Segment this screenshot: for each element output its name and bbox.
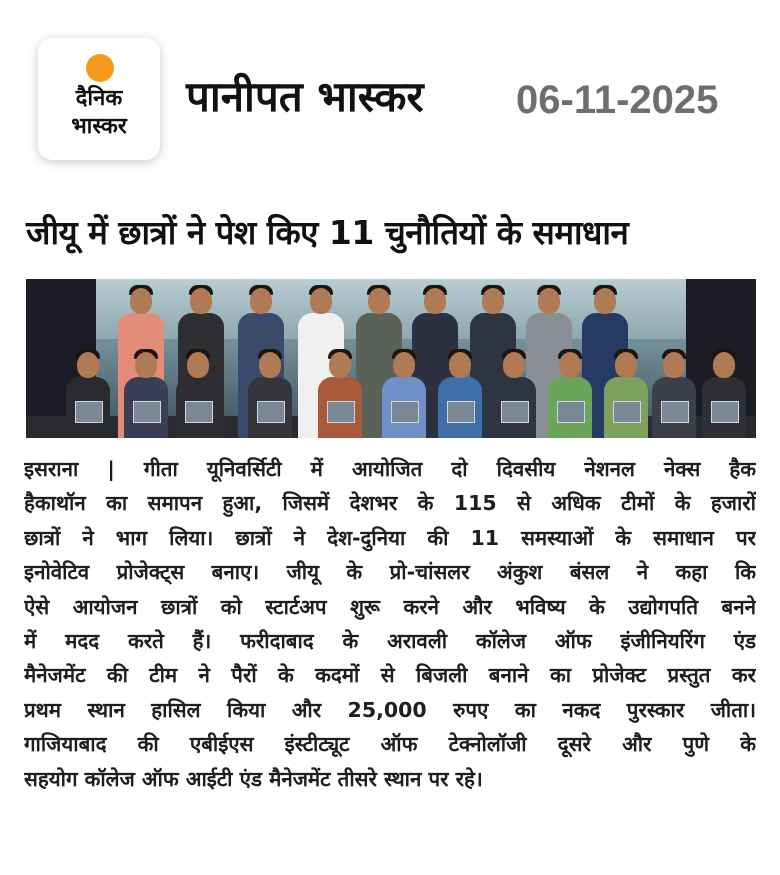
person-head xyxy=(663,352,685,378)
article-line: हैकाथॉन का समापन हुआ, जिसमें देशभर के 115 से अधिक टीमों के हजारों xyxy=(24,491,756,516)
person-head xyxy=(615,352,637,378)
person-head xyxy=(310,288,332,314)
article-headline: जीयू में छात्रों ने पेश किए 11 चुनौतियों के समाधान xyxy=(26,213,629,252)
article-line: प्रथम स्थान हासिल किया और 25,000 रुपए का नकद पुरस्कार जीता। xyxy=(24,697,756,722)
person-head xyxy=(259,352,281,378)
person-head xyxy=(503,352,525,378)
person-head xyxy=(482,288,504,314)
article-line: इसराना | गीता यूनिवर्सिटी में आयोजित दो दिवसीय नेशनल नेक्स हैक xyxy=(24,457,756,481)
person-head xyxy=(329,352,351,378)
person-head xyxy=(130,288,152,314)
certificate-folder xyxy=(391,401,419,423)
article-line: सहयोग कॉलेज ऑफ आईटी एंड मैनेजमेंट तीसरे स्थान पर रहे। xyxy=(24,766,483,791)
person-head xyxy=(77,352,99,378)
person-head xyxy=(250,288,272,314)
person-head xyxy=(135,352,157,378)
article-line: गाजियाबाद की एबीईएस इंस्टीट्यूट ऑफ टेक्नोलॉजी दूसरे और पुणे के xyxy=(24,732,756,757)
article-line: ऐसे आयोजन छात्रों को स्टार्टअप शुरू करने और भविष्य के उद्योगपति बनने xyxy=(24,594,756,619)
certificate-folder xyxy=(711,401,739,423)
certificate-folder xyxy=(257,401,285,423)
article-line: इनोवेटिव प्रोजेक्ट्स बनाए। जीयू के प्रो-चांसलर अंकुश बंसल ने कहा कि xyxy=(24,560,756,585)
article-line: छात्रों ने भाग लिया। छात्रों ने देश-दुनिया की 11 समस्याओं के समाधान पर xyxy=(24,525,756,550)
person-head xyxy=(449,352,471,378)
person-head xyxy=(713,352,735,378)
group-photo-image xyxy=(26,279,756,438)
certificate-folder xyxy=(613,401,641,423)
person-head xyxy=(190,288,212,314)
certificate-folder xyxy=(501,401,529,423)
person-head xyxy=(538,288,560,314)
logo-text-line1: दैनिक xyxy=(75,86,123,111)
certificate-folder xyxy=(185,401,213,423)
sun-logo-icon xyxy=(86,54,114,82)
certificate-folder xyxy=(133,401,161,423)
certificate-folder xyxy=(327,401,355,423)
person-head xyxy=(594,288,616,314)
person-head xyxy=(424,288,446,314)
edition-date: 06-11-2025 xyxy=(516,78,719,122)
certificate-folder xyxy=(661,401,689,423)
person-head xyxy=(368,288,390,314)
certificate-folder xyxy=(557,401,585,423)
person-head xyxy=(187,352,209,378)
article-line: में मदद करते हैं। फरीदाबाद के अरावली कॉलेज ऑफ इंजीनियरिंग एंड xyxy=(24,628,756,653)
logo-text-line2: भास्कर xyxy=(71,114,127,139)
certificate-folder xyxy=(447,401,475,423)
edition-name: पानीपत भास्कर xyxy=(186,72,424,121)
newspaper-logo xyxy=(38,38,160,160)
certificate-folder xyxy=(75,401,103,423)
person-head xyxy=(559,352,581,378)
person-head xyxy=(393,352,415,378)
article-body xyxy=(24,452,756,796)
article-line: मैनेजमेंट की टीम ने पैरों के कदमों से बिजली बनाने का प्रोजेक्ट प्रस्तुत कर xyxy=(24,663,756,688)
